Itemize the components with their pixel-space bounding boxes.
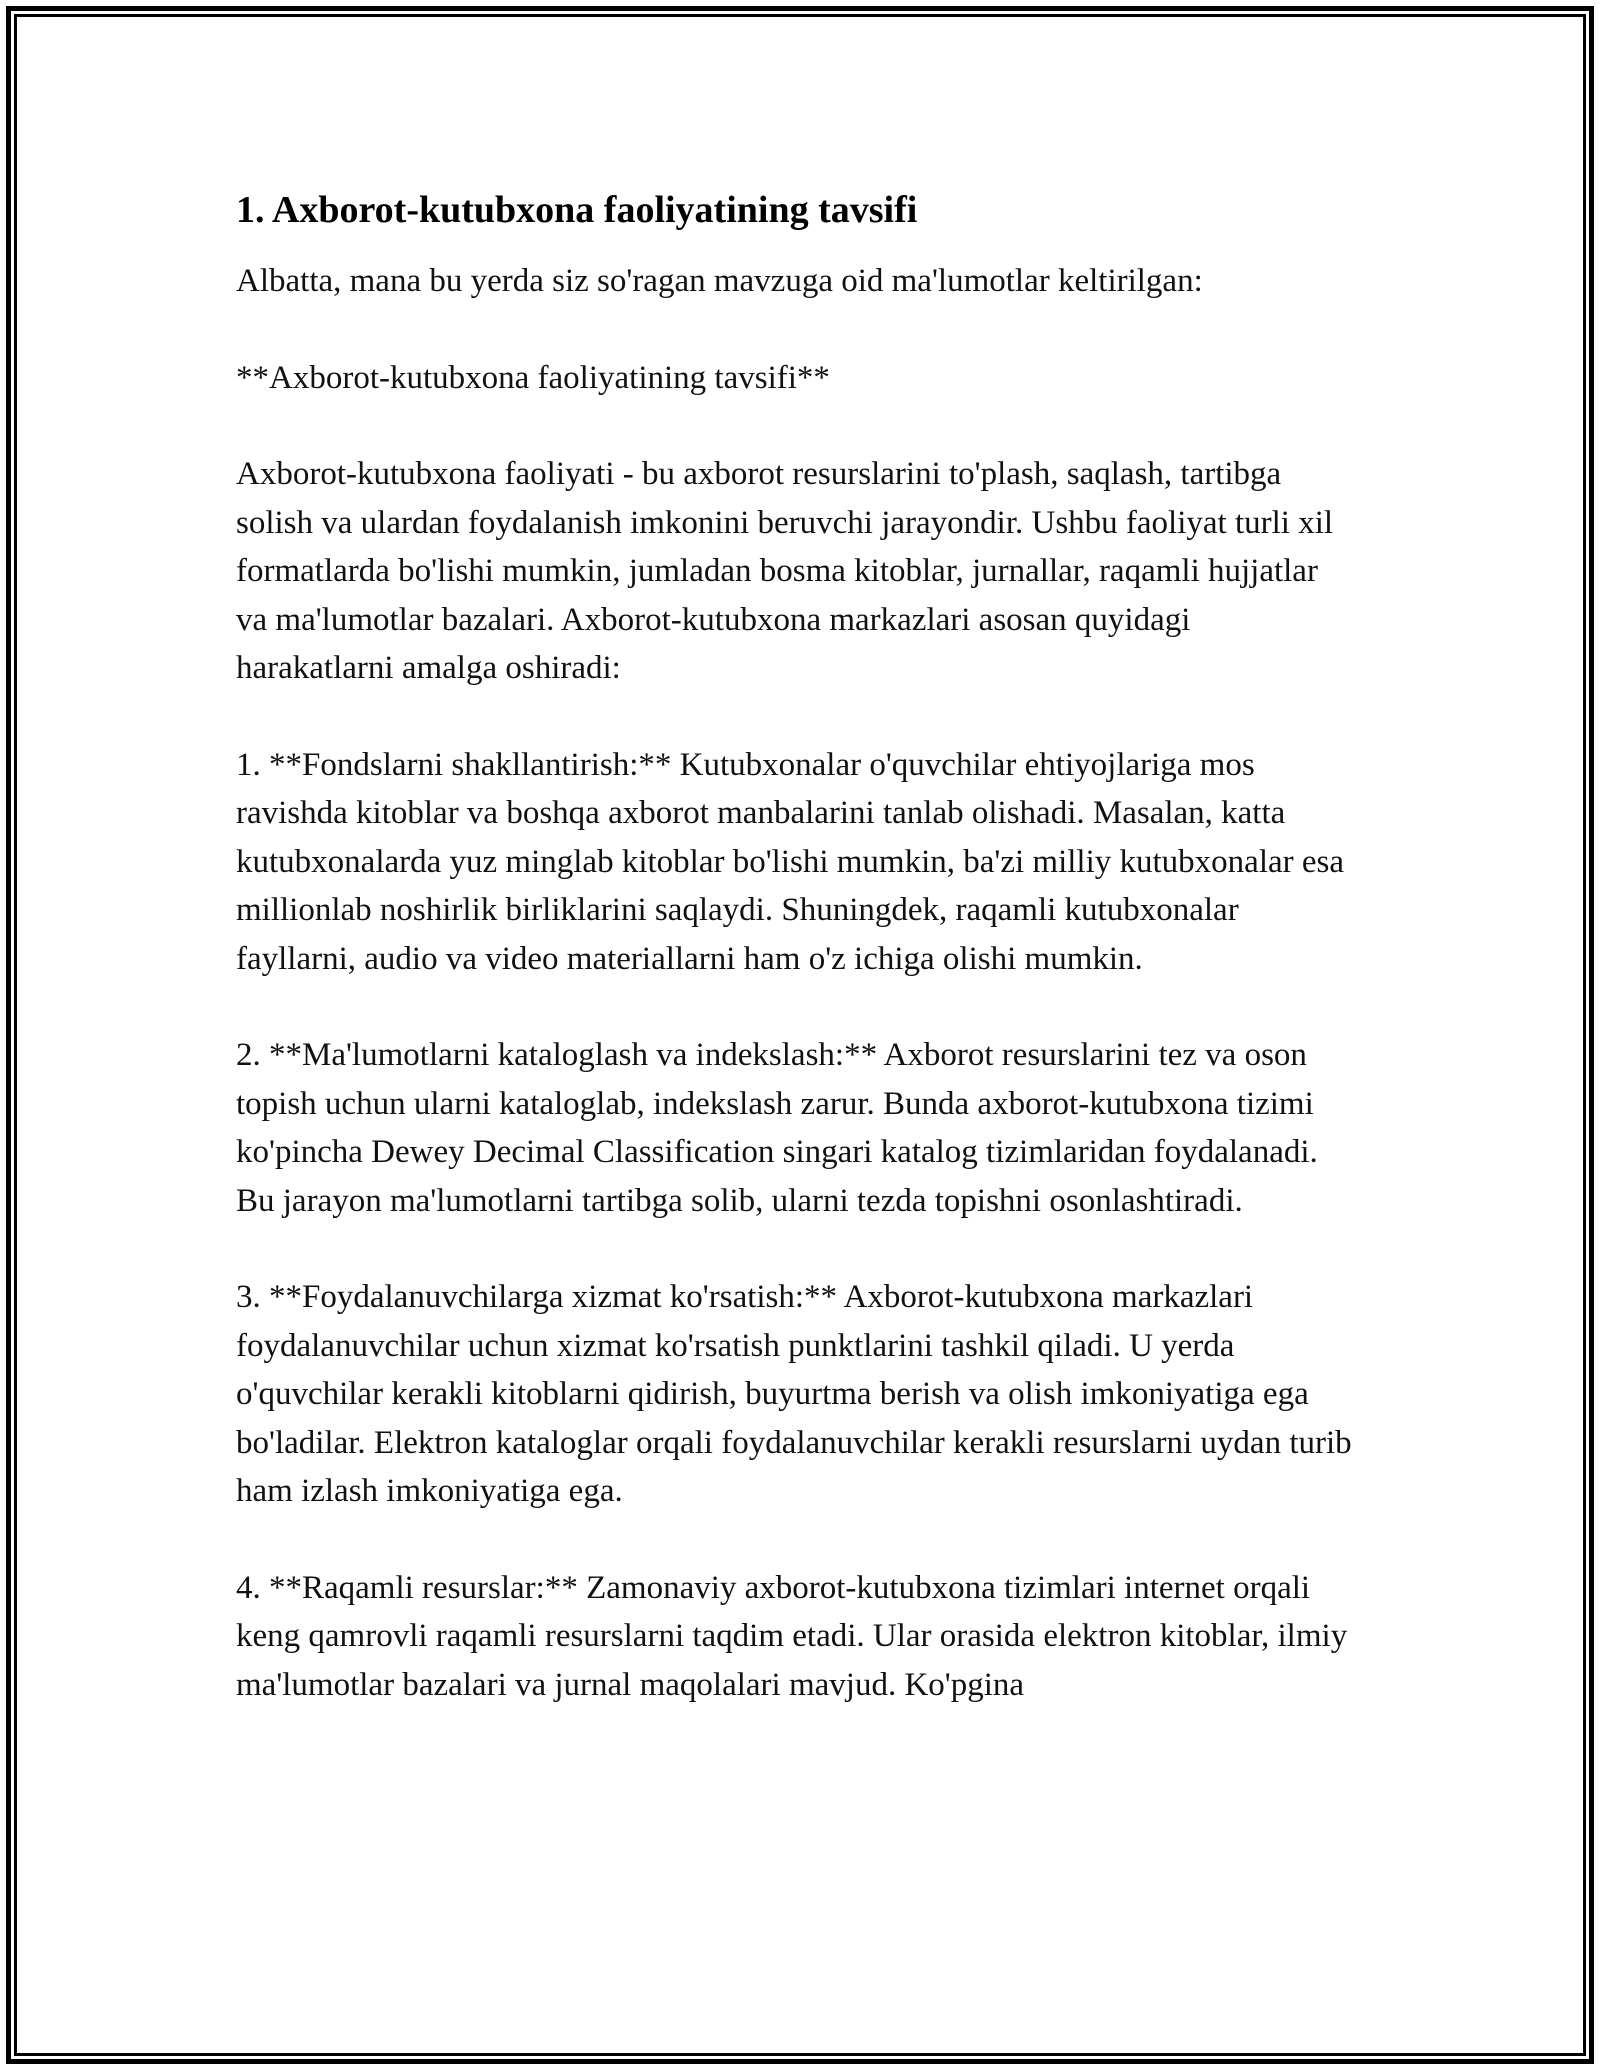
document-heading: 1. Axborot-kutubxona faoliyatining tavsifi <box>236 189 918 231</box>
paragraph-description: Axborot-kutubxona faoliyati - bu axborot resurslarini to'plash, saqlash, tartibga solish va ulardan foydalanish imkonini beruvchi jarayondir. Ushbu faoliyat turli xil formatlarda bo'lishi mumkin, jumladan bosma kitoblar, jurnallar, raqamli hujjatlar va ma'lumotlar bazalari. Axborot-kutubxona markazlari asosan quyidagi harakatlarni amalga oshiradi: <box>236 456 1334 686</box>
paragraph-intro: Albatta, mana bu yerda siz so'ragan mavzuga oid ma'lumotlar keltirilgan: <box>236 263 1203 299</box>
list-item-1: 1. **Fondslarni shakllantirish:** Kutubxonalar o'quvchilar ehtiyojlariga mos ravishda kitoblar va boshqa axborot manbalarini tanlab olishadi. Masalan, katta kutubxonalarda yuz minglab kitoblar bo'lishi mumkin, ba'zi milliy kutubxonalar esa millionlab noshirlik birliklarini saqlaydi. Shuningdek, raqamli kutubxonalar fayllarni, audio va video materiallarni ham o'z ichiga olishi mumkin. <box>236 746 1345 977</box>
paragraph-subtitle: **Axborot-kutubxona faoliyatining tavsifi** <box>236 359 830 396</box>
list-item-3: 3. **Foydalanuvchilarga xizmat ko'rsatish:** Axborot-kutubxona markazlari foydalanuvchilar uchun xizmat ko'rsatish punktlarini tashkil qiladi. U yerda o'quvchilar kerakli kitoblarni qidirish, buyurtma berish va olish imkoniyatiga ega bo'ladilar. Elektron kataloglar orqali foydalanuvchilar kerakli resurslarni uydan turib ham izlash imkoniyatiga ega. <box>236 1279 1352 1509</box>
list-item-2: 2. **Ma'lumotlarni kataloglash va indekslash:** Axborot resurslarini tez va oson topish uchun ularni kataloglab, indekslash zarur. Bunda axborot-kutubxona tizimi ko'pincha Dewey Decimal Classification singari katalog tizimlaridan foydalanadi. Bu jarayon ma'lumotlarni tartibga solib, ularni tezda topishni osonlashtiradi. <box>236 1037 1318 1219</box>
document-body <box>236 186 1356 1709</box>
list-item-4: 4. **Raqamli resurslar:** Zamonaviy axborot-kutubxona tizimlari internet orqali keng qamrovli raqamli resurslarni taqdim etadi. Ular orasida elektron kitoblar, ilmiy ma'lumotlar bazalari va jurnal maqolalari mavjud. Ko'pgina <box>236 1569 1348 1703</box>
